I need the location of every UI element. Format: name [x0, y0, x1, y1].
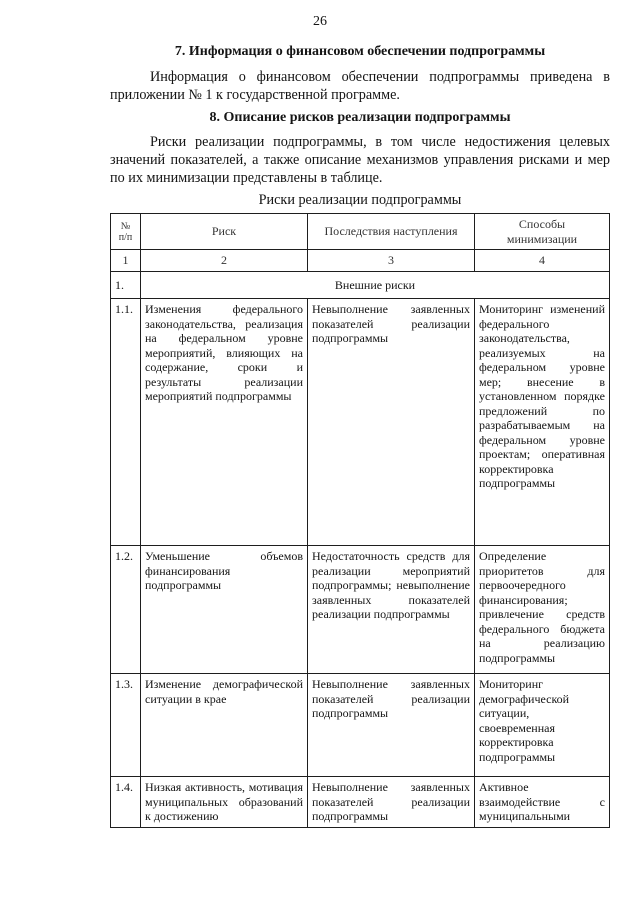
table-caption: Риски реализации подпрограммы: [258, 192, 462, 208]
row-number: 1.4.: [111, 777, 141, 828]
row-number: 1.2.: [111, 546, 141, 674]
column-index: 2: [141, 250, 308, 272]
header-mitigation: Способы минимизации: [475, 214, 610, 250]
group-row: [111, 271, 610, 299]
header-num: № п/п: [111, 214, 141, 250]
row-mitigation: Мониторинг изменений федерального законодательства, реализуемых на федеральном уровне мер; внесение в установленном порядке предложений по разрабатываемым на федеральном уровне проектам; оперативная корректировка подпрограммы: [475, 299, 610, 546]
section-7-heading: 7. Информация о финансовом обеспечении подпрограммы: [174, 44, 546, 59]
header-risk: Риск: [141, 214, 308, 250]
header-consequences: Последствия наступления: [308, 214, 475, 250]
row-risk: Уменьшение объемов финансирования подпрограммы: [141, 546, 308, 674]
page-number: 26: [313, 14, 327, 29]
row-mitigation: Мониторинг демографической ситуации, своевременная корректировка подпрограммы: [475, 674, 610, 777]
section-8-text: Риски реализации подпрограммы, в том числе недостижения целевых значений показателей, а также описание механизмов управления рисками и мер по их минимизации представлены в таблице.: [110, 134, 610, 186]
table-row: [111, 546, 610, 674]
column-index-row: [111, 250, 610, 272]
column-index: 3: [308, 250, 475, 272]
row-mitigation: Активное взаимодействие с муниципальными: [475, 777, 610, 828]
group-number: 1.: [111, 271, 141, 299]
row-risk: Изменение демографической ситуации в крае: [141, 674, 308, 777]
row-number: 1.3.: [111, 674, 141, 777]
row-consequences: Невыполнение заявленных показателей реализации подпрограммы: [308, 674, 475, 777]
group-title: Внешние риски: [141, 271, 610, 299]
row-risk: Низкая активность, мотивация муниципальных образований к достижению: [141, 777, 308, 828]
section-7-text: Информация о финансовом обеспечении подпрограммы приведена в приложении № 1 к государственной программе.: [110, 69, 610, 103]
column-index: 4: [475, 250, 610, 272]
row-consequences: Невыполнение заявленных показателей реализации подпрограммы: [308, 299, 475, 546]
section-8-heading: 8. Описание рисков реализации подпрограммы: [209, 110, 511, 125]
risks-table: [110, 213, 610, 828]
table-row: [111, 777, 610, 828]
table-row: [111, 674, 610, 777]
row-mitigation: Определение приоритетов для первоочередного финансирования; привлечение средств федерального бюджета на реализацию подпрограммы: [475, 546, 610, 674]
column-index: 1: [111, 250, 141, 272]
table-row: [111, 299, 610, 546]
row-consequences: Недостаточность средств для реализации мероприятий подпрограммы; невыполнение заявленных показателей реализации подпрограммы: [308, 546, 475, 674]
row-consequences: Невыполнение заявленных показателей реализации подпрограммы: [308, 777, 475, 828]
table-header-row: [111, 214, 610, 250]
row-number: 1.1.: [111, 299, 141, 546]
row-risk: Изменения федерального законодательства, реализация на федеральном уровне мероприятий, влияющих на содержание, сроки и результаты реализации мероприятий подпрограммы: [141, 299, 308, 546]
